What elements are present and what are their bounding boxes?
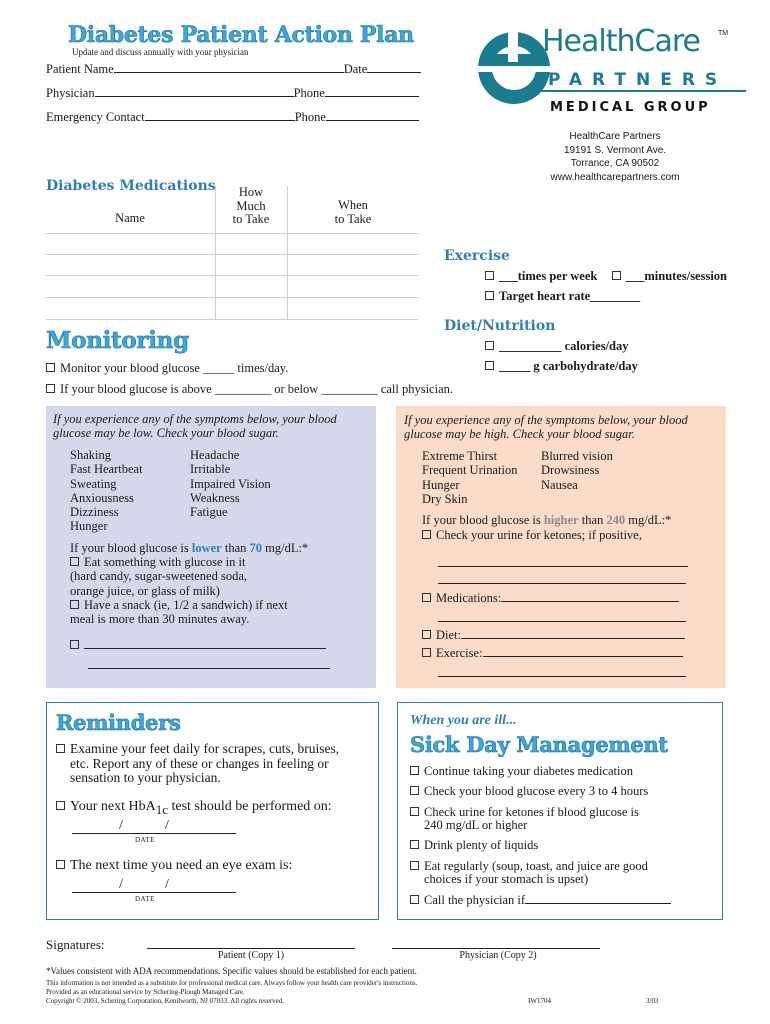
symptom: Sweating (70, 476, 117, 491)
action-text: (hard candy, sugar-sweetened soda, (70, 569, 247, 584)
cond-number: 70 (249, 541, 262, 555)
med-row-line (46, 275, 418, 276)
patient-signature-label: Patient (Copy 1) (217, 950, 285, 961)
disclaimer-2: Provided as an educational service by Schering-Plough Managed Care. (46, 988, 245, 996)
sick-text: Check urine for ketones if blood glucose is (424, 805, 639, 819)
patient-name-field[interactable] (114, 61, 344, 73)
physician-row (46, 85, 419, 101)
low-action-1-checkbox[interactable] (70, 557, 79, 566)
exercise-times-row (485, 269, 727, 284)
hba1c-text: Your next HbA (70, 799, 156, 814)
ada-note: *Values consistent with ADA recommendations. Specific values should be established for each patient. (46, 966, 417, 976)
address-line: HealthCare Partners (569, 131, 661, 142)
logo-group: MEDICAL GROUP (550, 100, 711, 115)
feet-text: etc. Report any of these or changes in feeling or (70, 755, 329, 771)
sick-item (410, 892, 671, 908)
med-col-divider (215, 186, 216, 320)
address-line: www.healthcarepartners.com (550, 171, 680, 183)
date-slash: / (119, 877, 123, 892)
high-diet-checkbox[interactable] (422, 630, 431, 639)
high-intro: If you experience any of the symptoms below, your blood glucose may be high. Check your blood sugar. (404, 413, 688, 441)
cond-text: If your blood glucose is (422, 513, 544, 527)
sick-checkbox[interactable] (410, 840, 419, 849)
logo-partners: PARTNERS (548, 70, 728, 90)
page-subtitle: Update and discuss annually with your physician (72, 47, 249, 57)
action-text: orange juice, or glass of milk) (70, 583, 220, 598)
high-exercise-checkbox[interactable] (422, 648, 431, 657)
symptom: Nausea (541, 477, 578, 492)
high-exercise-field-2[interactable] (438, 676, 686, 677)
symptom: Irritable (190, 462, 231, 477)
logo-tm: TM (718, 30, 729, 37)
med-row-line (46, 233, 418, 234)
calories-label: __________ calories/day (499, 339, 629, 353)
ketones-label: Check your urine for ketones; if positive, (436, 528, 642, 542)
eye-exam-checkbox[interactable] (56, 860, 65, 869)
sick-text: Call the physician if (424, 893, 526, 907)
logo-name: HealthCare (542, 24, 700, 59)
carbs-row (485, 359, 638, 374)
date-label: Date (343, 62, 368, 76)
patient-signature-field[interactable] (147, 948, 355, 949)
high-medications-label: Medications: (436, 591, 502, 605)
high-symptoms-col1 (422, 449, 517, 506)
low-action-1 (70, 555, 247, 598)
address-line: 19191 S. Vermont Ave. (563, 144, 667, 156)
sick-checkbox[interactable] (410, 861, 419, 870)
feet-checkbox[interactable] (56, 744, 65, 753)
target-heart-row (485, 289, 640, 304)
symptom: Weakness (190, 490, 240, 505)
col-how-much-line: How (238, 185, 264, 199)
exercise-title: Exercise (444, 248, 510, 264)
form-date: 3/03 (646, 997, 659, 1005)
carbs-label: _____ g carbohydrate/day (499, 359, 638, 373)
cond-number: 240 (606, 513, 626, 527)
symptom: Shaking (70, 448, 111, 462)
hba1c-text: test should be performed on: (167, 799, 332, 814)
col-when-line: When (338, 198, 368, 212)
col-how-much-line: to Take (232, 212, 270, 226)
patient-name-row (46, 61, 421, 77)
low-symptoms-col1 (70, 448, 143, 534)
hba1c-sub: 1c (155, 801, 168, 817)
monitor-label: Monitor your blood glucose _____ times/day. (60, 361, 289, 375)
date-slash: / (119, 818, 123, 833)
sick-checkbox[interactable] (410, 807, 419, 816)
med-row-line (46, 319, 418, 320)
col-when-line: to Take (334, 211, 372, 226)
exercise-times-label: ___times per week (499, 269, 598, 283)
col-how-much-line: Much (236, 198, 266, 213)
sick-item (410, 764, 633, 779)
symptom: Dizziness (70, 505, 119, 520)
phone-field[interactable] (325, 85, 419, 97)
call-physician-field[interactable] (525, 892, 671, 904)
low-action-2-checkbox[interactable] (70, 600, 79, 609)
carbs-checkbox[interactable] (485, 361, 494, 370)
high-condition (422, 513, 671, 528)
eye-exam-reminder (56, 858, 292, 874)
symptom: Frequent Urination (422, 463, 518, 478)
action-text: meal is more than 30 minutes away. (70, 612, 250, 627)
high-exercise-field[interactable] (483, 645, 683, 657)
feet-text: sensation to your physician. (70, 770, 221, 785)
low-glucose-panel (46, 406, 376, 688)
feet-text: Examine your feet daily for scrapes, cuts, bruises, (70, 741, 340, 756)
eye-exam-text: The next time you need an eye exam is: (70, 858, 293, 873)
sick-text: Check your blood glucose every 3 to 4 hours (424, 784, 649, 798)
emergency-label: Emergency Contact (46, 110, 145, 124)
cond-text: If your blood glucose is (70, 541, 192, 555)
high-exercise-label: Exercise: (436, 646, 483, 660)
eye-date-label: DATE (135, 895, 155, 903)
low-condition (70, 541, 308, 556)
signatures-label: Signatures: (46, 937, 105, 952)
high-glucose-panel (396, 406, 726, 688)
symptom: Dry Skin (422, 491, 468, 506)
sick-text: Eat regularly (soup, toast, and juice are good (424, 859, 648, 873)
logo-divider (540, 90, 746, 92)
high-exercise-row (422, 645, 683, 661)
symptom: Headache (190, 448, 240, 462)
reminders-title: Reminders (56, 710, 181, 735)
healthcare-partners-logo (478, 24, 748, 124)
logo-emblem-icon (478, 24, 550, 120)
exercise-times-checkbox[interactable] (485, 271, 494, 280)
sick-item-cont: 240 mg/dL or higher (424, 818, 528, 832)
ketones-row (422, 528, 642, 543)
sick-subtitle: When you are ill... (410, 713, 517, 728)
monitor-row-2 (46, 382, 453, 397)
cond-text: than (221, 541, 250, 555)
calories-row (485, 339, 629, 354)
physician-signature-field[interactable] (392, 948, 600, 949)
cond-word: higher (543, 513, 579, 527)
symptom: Extreme Thirst (422, 449, 498, 463)
med-row-line (46, 254, 418, 255)
cond-text: than (578, 513, 607, 527)
calories-checkbox[interactable] (485, 341, 494, 350)
col-name-header: Name (115, 211, 145, 225)
reminders-panel (46, 702, 379, 920)
ketones-field[interactable] (438, 566, 688, 567)
exercise-minutes-label: ___minutes/session (625, 269, 728, 283)
feet-reminder (56, 742, 339, 786)
symptom: Fatigue (190, 505, 228, 520)
symptom: Hunger (70, 519, 108, 534)
high-symptoms-col2 (541, 449, 613, 492)
cond-text: mg/dL:* (262, 541, 309, 555)
monitor-checkbox[interactable] (46, 363, 55, 372)
emergency-field[interactable] (145, 109, 295, 121)
emergency-phone-field[interactable] (326, 109, 419, 121)
hba1c-reminder (56, 799, 332, 818)
sick-checkbox[interactable] (410, 895, 419, 904)
date-field[interactable] (367, 61, 421, 73)
ketones-field-2[interactable] (438, 583, 686, 584)
symptom: Fast Heartbeat (70, 462, 143, 477)
monitoring-title: Monitoring (46, 327, 189, 354)
monitor-row-1 (46, 361, 288, 376)
col-when-header (288, 199, 418, 226)
col-how-much-header (216, 186, 286, 227)
sick-title: Sick Day Management (410, 732, 668, 757)
sick-checkbox[interactable] (410, 766, 419, 775)
symptom: Hunger (422, 477, 460, 492)
low-other-row (70, 638, 326, 653)
form-code: IW1704 (528, 997, 551, 1005)
hba1c-checkbox[interactable] (56, 801, 65, 810)
patient-name-label: Patient Name (46, 62, 114, 76)
sick-text: Continue taking your diabetes medication (424, 764, 633, 778)
low-symptoms-col2 (190, 448, 271, 519)
hba1c-date-label: DATE (135, 836, 155, 844)
monitor-range-label: If your blood glucose is above _________ or below _________ call physician. (60, 382, 453, 396)
high-diet-label: Diet: (436, 628, 461, 642)
date-slash: / (165, 818, 169, 833)
date-slash: / (165, 877, 169, 892)
page-title: Diabetes Patient Action Plan (68, 22, 414, 48)
symptom: Impaired Vision (190, 476, 271, 491)
exercise-minutes-checkbox[interactable] (612, 271, 621, 280)
low-other-field[interactable] (84, 639, 326, 649)
low-other-checkbox[interactable] (70, 640, 79, 649)
target-heart-label: Target heart rate________ (499, 289, 641, 303)
copyright: Copyright © 2003, Schering Corporation, Kenilworth, NJ 07033. All rights reserved. (46, 997, 285, 1005)
phone-label-2: Phone (294, 110, 326, 124)
physician-signature-label: Physician (Copy 2) (459, 950, 537, 961)
emergency-row (46, 109, 419, 125)
high-medications-field[interactable] (501, 590, 679, 602)
high-diet-field[interactable] (461, 627, 685, 639)
med-row-line (46, 297, 418, 298)
diet-title: Diet/Nutrition (444, 318, 556, 334)
med-col-divider (287, 186, 288, 320)
low-action-2 (70, 598, 288, 627)
high-medications-field-2[interactable] (438, 621, 686, 622)
cond-word: lower (191, 541, 222, 555)
address-block (520, 130, 710, 184)
symptom: Blurred vision (541, 449, 613, 463)
disclaimer-1: This information is not intended as a substitute for professional medical care. Always follow your health care provider's instructions. (46, 979, 418, 987)
symptom: Drowsiness (541, 463, 600, 478)
phone-label: Phone (293, 86, 325, 100)
target-heart-checkbox[interactable] (485, 291, 494, 300)
symptom: Anxiousness (70, 490, 134, 505)
high-diet-row (422, 627, 685, 643)
sick-item (410, 838, 538, 853)
monitor-range-checkbox[interactable] (46, 384, 55, 393)
physician-label: Physician (46, 86, 95, 100)
sick-item (410, 784, 648, 799)
sick-item-cont: choices if your stomach is upset) (424, 872, 589, 886)
sick-day-panel (397, 702, 723, 920)
high-medications-row (422, 590, 679, 606)
high-medications-checkbox[interactable] (422, 593, 431, 602)
medications-title: Diabetes Medications (46, 178, 216, 194)
action-text: Eat something with glucose in it (84, 555, 246, 569)
cond-text: mg/dL:* (625, 513, 672, 527)
low-other-field-2[interactable] (88, 668, 330, 669)
physician-field[interactable] (95, 85, 294, 97)
action-text: Have a snack (ie, 1/2 a sandwich) if next (84, 598, 288, 612)
low-intro: If you experience any of the symptoms below, your blood glucose may be low. Check your blood sugar. (53, 412, 337, 440)
sick-checkbox[interactable] (410, 786, 419, 795)
sick-text: Drink plenty of liquids (424, 838, 539, 852)
eye-date-field[interactable] (72, 892, 236, 893)
address-line: Torrance, CA 90502 (570, 158, 660, 169)
hba1c-date-field[interactable] (72, 833, 236, 834)
ketones-checkbox[interactable] (422, 530, 431, 539)
